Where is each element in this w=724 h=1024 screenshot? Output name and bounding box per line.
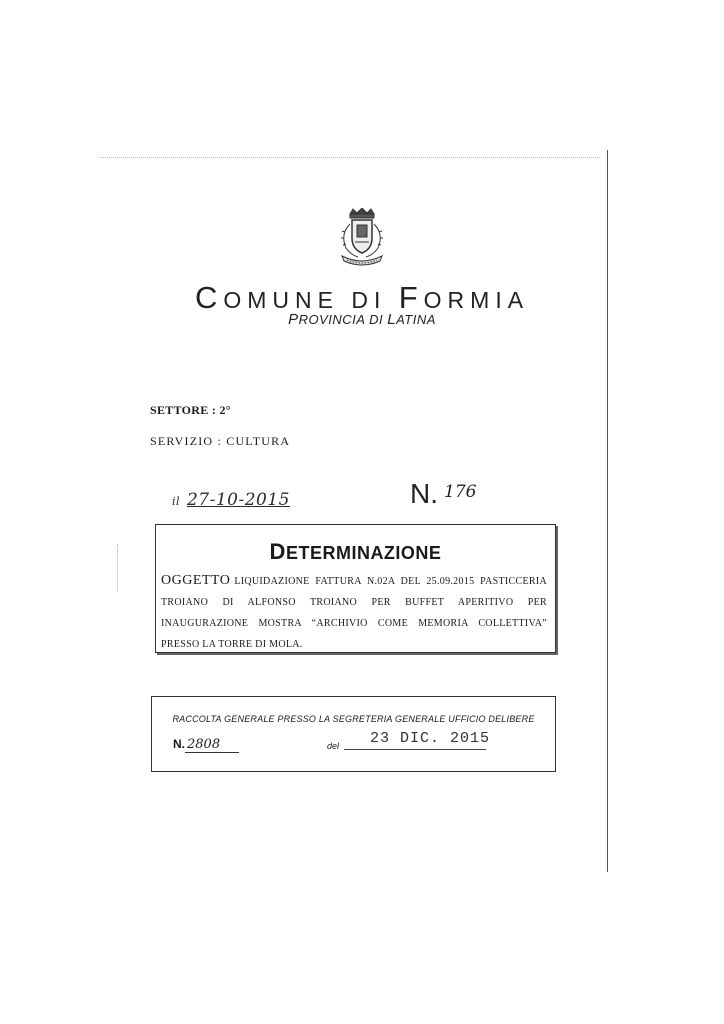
date-value: 27-10-2015	[186, 490, 290, 510]
coat-of-arms-icon	[331, 208, 393, 270]
oggetto-body: LIQUIDAZIONE FATTURA N.02A DEL 25.09.2015 PASTICCERIA TROIANO DI ALFONSO TROIANO PER BUFFET APERITIVO PER INAUGURAZIONE MOSTRA “ARCHIVIO COME MEMORIA COLLETTIVA” PRESSO LA TORRE DI MOLA.	[161, 576, 547, 650]
raccolta-generale-box	[151, 696, 556, 772]
determinazione-title-text: DETERMINAZIONE	[269, 539, 442, 564]
date-prefix: il	[172, 495, 181, 508]
raccolta-n-value: 2808	[185, 737, 239, 753]
numero-value: 176	[444, 482, 477, 502]
oggetto-label: OGGETTO	[161, 573, 231, 588]
numero-label: N.	[410, 478, 438, 509]
handwritten-date	[172, 490, 290, 510]
scan-artifact-top	[100, 157, 600, 158]
servizio-label: SERVIZIO : CULTURA	[150, 434, 291, 448]
raccolta-stamp-date: 23 DIC. 2015	[370, 730, 491, 747]
oggetto-text	[161, 570, 547, 655]
scan-artifact-left	[117, 544, 118, 592]
determination-number	[410, 478, 476, 510]
raccolta-number	[173, 737, 239, 753]
settore-label: SETTORE : 2°	[150, 403, 231, 417]
provincia-subtitle	[0, 311, 724, 328]
raccolta-header: RACCOLTA GENERALE PRESSO LA SEGRETERIA GENERALE UFFICIO DELIBERE	[172, 714, 535, 724]
determinazione-box	[155, 524, 556, 653]
scan-artifact-edge	[607, 150, 608, 872]
comune-title-text: COMUNE DI FORMIA	[194, 280, 530, 315]
raccolta-date-line	[344, 749, 486, 750]
provincia-subtitle-text: PROVINCIA DI LATINA	[288, 311, 436, 328]
raccolta-n-label: N.	[173, 737, 185, 751]
raccolta-del-label: del	[327, 741, 340, 751]
determinazione-title	[156, 539, 555, 565]
